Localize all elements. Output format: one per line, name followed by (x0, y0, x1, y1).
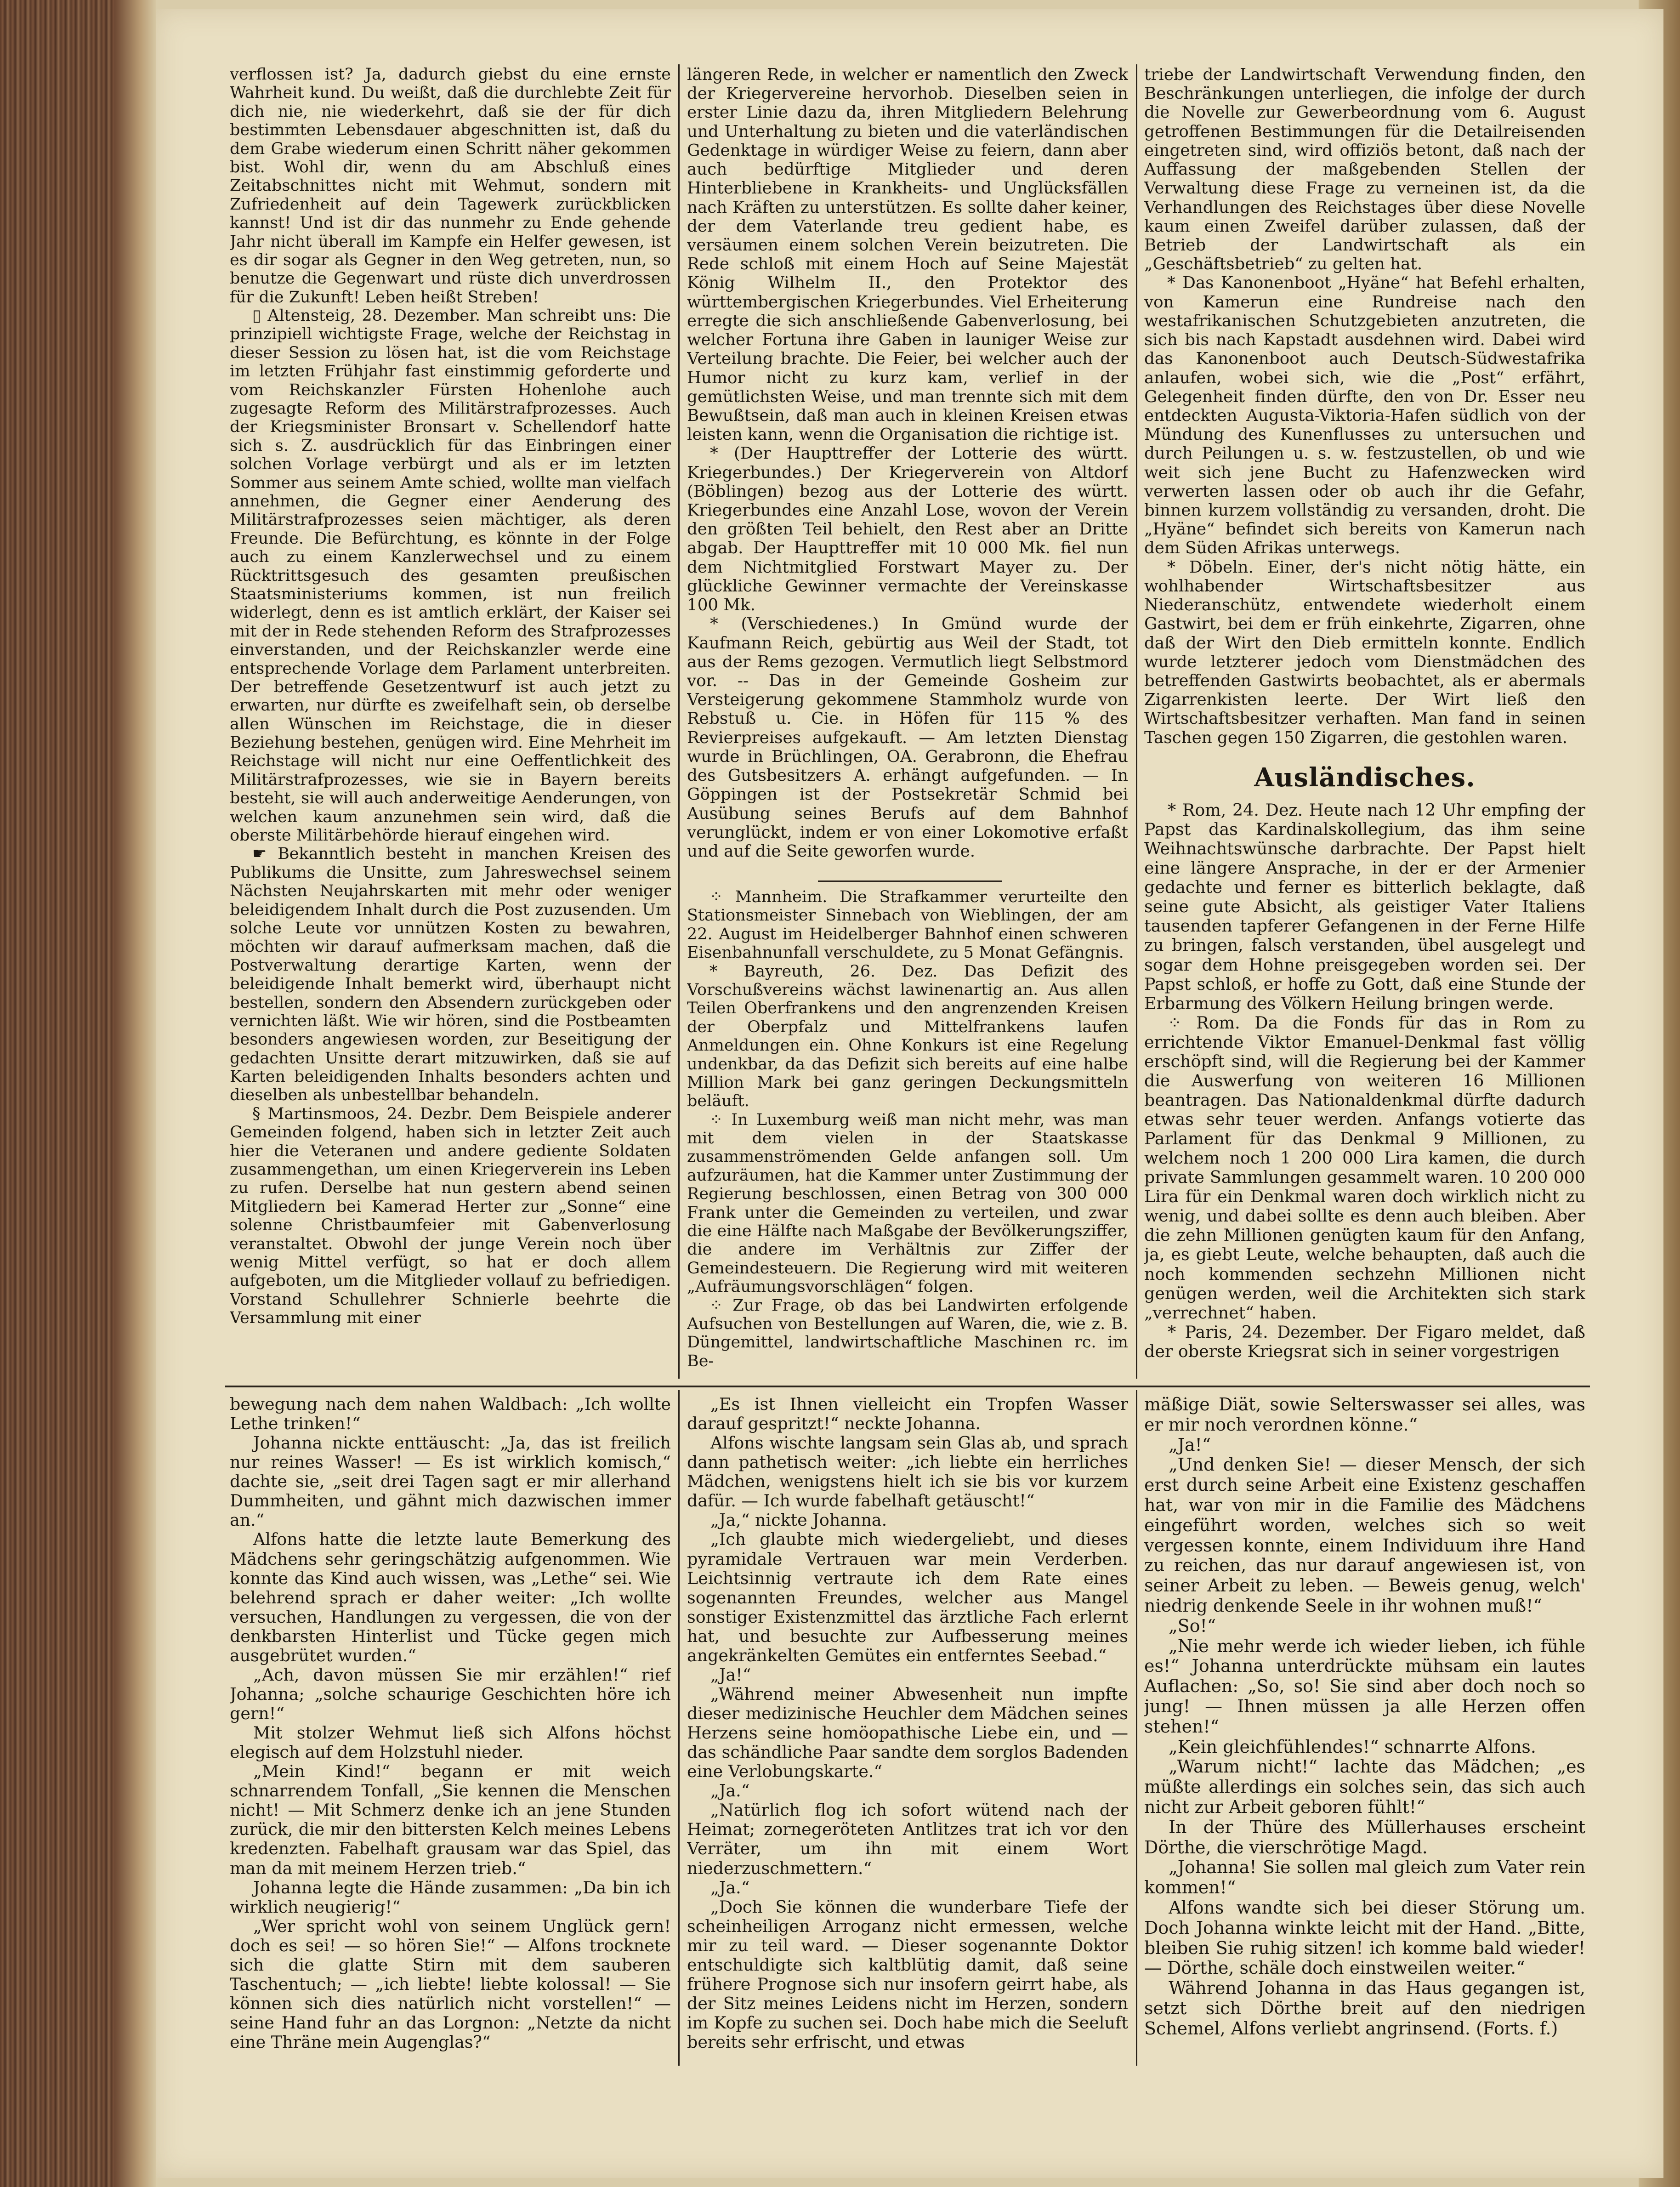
feuilleton-column-3 (1144, 1395, 1585, 2061)
story-paragraph: „Ja!“ (710, 1664, 751, 1685)
story-paragraph: Alfons wischte langsam sein Glas ab, und sprach dann pathetisch weiter: „ich liebte ein herrliches Mädchen, wenigstens hielt ich sie bis vor kurzem dafür. — Ich wurde fabelhaft getäuscht!“ (687, 1433, 1128, 1511)
story-paragraph: Während Johanna in das Haus gegangen ist, setzt sich Dörthe breit auf den niedrigen Schemel, Alfons verliebt angrinsend. (Forts. f.) (1144, 1978, 1585, 2039)
story-paragraph: In der Thüre des Müllerhauses erscheint Dörthe, die vierschrötige Magd. (1144, 1817, 1585, 1858)
story-paragraph: „Ja.“ (710, 1781, 750, 1801)
article-paragraph: längeren Rede, in welcher er namentlich den Zweck der Kriegervereine hervorhob. Dieselben seien in erster Linie dazu da, ihren Mitgliedern Belehrung und Unterhaltung zu bieten und die vaterländischen Gedenktage in würdiger Weise zu feiern, dann aber auch bedürftige Mitglieder und deren Hinterbliebene in Krankheits- und Unglücksfällen nach Kräften zu unterstützen. Es sollte daher keiner, der dem Vaterlande treu gedient habe, es versäumen einem solchen Verein beizutreten. Die Rede schloß mit einem Hoch auf Seine Majestät König Wilhelm II., den Protektor des württembergischen Kriegerbundes. Viel Erheiterung erregte die sich anschließende Gabenverlosung, bei welcher Fortuna ihre Gaben in launiger Weise zur Verteilung brachte. Die Feier, bei welcher auch der Humor nicht zu kurz kam, verlief in der gemütlichsten Weise, und man trennte sich mit dem Bewußtsein, daß man auch in kleinen Kreisen etwas leisten kann, wenn die Organisation die richtige ist. (687, 65, 1128, 444)
article-paragraph: verflossen ist? Ja, dadurch giebst du eine ernste Wahrheit kund. Du weißt, daß die durchlebte Zeit für dich nie, nie wiederkehrt, daß sie der für dich bestimmten Lebensdauer abgeschnitten ist, daß du dem Grabe wiederum einen Schritt näher gekommen bist. Wohl dir, wenn du am Abschluß eines Zeitabschnittes nicht mit Wehmut, sondern mit Zufriedenheit auf dein Tagewerk zurückblicken kannst! Und ist dir das nunmehr zu Ende gehende Jahr nicht überall im Kampfe ein Helfer gewesen, ist es dir sogar als Gegner in den Weg getreten, nun, so benutze die Gegenwart und rüste dich unverdrossen für die Zukunft! Leben heißt Streben! (230, 65, 671, 307)
feuilleton-divider (225, 1386, 1590, 1387)
story-paragraph: „Ja!“ (1169, 1434, 1211, 1455)
story-paragraph: „Während meiner Abwesenheit nun impfte dieser medizinische Heuchler dem Mädchen seines Herzens seine homöopathische Liebe ein, und — das schändliche Paar sandte dem sorglos Badenden eine Verlobungskarte.“ (687, 1684, 1128, 1782)
story-paragraph: „Kein gleichfühlendes!“ schnarrte Alfons. (1169, 1736, 1536, 1757)
story-paragraph: „Wer spricht wohl von seinem Unglück gern! doch es sei! — so hören Sie!“ — Alfons trocknete sich die glatte Stirn mit dem sauberen Taschentuch; — „ich liebte! liebte kolossal! — Sie können sich dies natürlich nicht vorstellen!“ — seine Hand fuhr an das Lorgnon: „Netzte da nicht eine Thräne mein Augenglas?“ (230, 1916, 671, 2052)
story-paragraph: „Ich glaubte mich wiedergeliebt, und dieses pyramidale Vertrauen war mein Verderben. Leichtsinnig vertraute ich dem Rate eines sogenannten Freundes, welcher aus Mangel sonstiger Existenzmittel das ärztliche Fach erlernt hat, und besuchte zur Aufbesserung meines angekränkelten Gemütes ein entferntes Seebad.“ (687, 1529, 1128, 1665)
article-verschiedenes: * (Verschiedenes.) In Gmünd wurde der Kaufmann Reich, gebürtig aus Weil der Stadt, tot aus der Rems gezogen. Vermutlich liegt Selbstmord vor. -- Das in der Gemeinde Gosheim zur Versteigerung gekommene Stammholz wurde von Rebstuß u. Cie. in Höfen für 115 % des Revierpreises aufgekauft. — Am letzten Dienstag wurde in Brüchlingen, OA. Gerabronn, die Ehefrau des Gutsbesitzers A. erhängt aufgefunden. — In Göppingen ist der Postsekretär Schmid bei Ausübung seines Berufs auf dem Bahnhof verunglückt, indem er von einer Lokomotive erfaßt und auf die Seite geworfen wurde. (687, 614, 1128, 861)
story-paragraph: „Natürlich flog ich sofort wütend nach der Heimat; zornegeröteten Antlitzes trat ich vor den Verräter, um ihn mit einem Wort niederzuschmettern.“ (687, 1800, 1128, 1878)
top-column-2 (687, 65, 1128, 874)
story-paragraph: „Und denken Sie! — dieser Mensch, der sich erst durch seine Arbeit eine Existenz geschaffen hat, war von mir in die Familie des Mädchens eingeführt worden, welches sich so weit vergessen konnte, einem Individuum ihre Hand zu reichen, das nur darauf angewiesen ist, von seiner Arbeit zu leben. — Beweis genug, welch' niedrig denkende Seele in ihr wohnen muß!“ (1144, 1454, 1585, 1616)
section-heading-block (1144, 758, 1585, 800)
article-lotterie: * (Der Haupttreffer der Lotterie des württ. Kriegerbundes.) Der Kriegerverein von Altdorf (Böblingen) bezog aus der Lotterie des württ. Kriegerbundes eine Anzahl Lose, wovon der Verein den größten Teil behielt, den Rest aber an Dritte abgab. Der Haupttreffer mit 10 000 Mk. fiel nun dem Nichtmitglied Forstwart Mayer zu. Der glückliche Gewinner vermachte der Vereinskasse 100 Mk. (687, 444, 1128, 615)
article-doebeln: * Döbeln. Einer, der's nicht nötig hätte, ein wohlhabender Wirtschaftsbesitzer aus Niederanschütz, entwendete wiederholt einem Gastwirt, bei dem er früh einkehrte, Zigarren, ohne daß der Wirt den Dieb ermitteln konnte. Endlich wurde letzterer jedoch vom Dienstmädchen des betreffenden Gastwirts beobachtet, als er abermals Zigarrenkisten leerte. Der Wirt ließ den Wirtschaftsbesitzer verhaften. Man fand in seinen Taschen gegen 150 Zigarren, die gestohlen waren. (1144, 557, 1585, 747)
story-paragraph: Alfons hatte die letzte laute Bemerkung des Mädchens sehr geringschätzig aufgenommen. Wie konnte das Kind auch wissen, was „Lethe“ sei. Wie belehrend sprach er daher weiter: „Ich wollte versuchen, Handlungen zu vergessen, die von der denkbarsten Hinterlist und Tücke gegen mich ausgebrütet wurden.“ (230, 1529, 671, 1665)
section-heading-auslaendisches: Ausländisches. (1254, 762, 1476, 793)
article-luxemburg: ⁘ In Luxemburg weiß man nicht mehr, was man mit dem vielen in der Staatskasse zusammenströmenden Gelde anfangen soll. Um aufzuräumen, hat die Kammer unter Zustimmung der Regierung beschlossen, einen Betrag von 300 000 Frank unter die Gemeinden zu verteilen, und zwar die eine Hälfte nach Maßgabe der Bevölkerungsziffer, die andere im Verhältnis zur Ziffer der Gemeindesteuern. Die Regierung wird mit weiteren „Aufräumungsvorschlägen“ folgen. (687, 1110, 1128, 1296)
top-column-2-lower (687, 888, 1128, 1380)
story-paragraph: Mit stolzer Wehmut ließ sich Alfons höchst elegisch auf dem Holzstuhl nieder. (230, 1723, 671, 1762)
section-rule (818, 880, 1002, 882)
story-paragraph: „Ja.“ (710, 1877, 750, 1897)
column-rule (678, 1390, 680, 2066)
story-paragraph: „Es ist Ihnen vielleicht ein Tropfen Wasser darauf gespritzt!“ neckte Johanna. (687, 1395, 1128, 1434)
article-paris: * Paris, 24. Dezember. Der Figaro meldet, daß der oberste Kriegsrat sich in seiner vorgestrigen (1144, 1322, 1585, 1361)
feuilleton-column-2 (687, 1395, 1128, 2061)
top-column-3-lower (1144, 801, 1585, 1380)
article-neujahrskarten: ☛ Bekanntlich besteht in manchen Kreisen des Publikums die Unsitte, zum Jahreswechsel seinem Nächsten Neujahrskarten mit mehr oder weniger beleidigendem Inhalt durch die Post zuzusenden. Um solche Leute vor unnützen Kosten zu bewahren, möchten wir darauf aufmerksam machen, daß die Postverwaltung derartige Karten, wenn der beleidigende Inhalt bemerkt wird, überhaupt nicht bestellen, sondern den Absendern zurückgeben oder vernichten läßt. Wie wir hören, sind die Postbeamten besonders angewiesen worden, zur Beseitigung der gedachten Unsitte derart mitzuwirken, daß sie auf Karten beleidigenden Inhalts besonders achten und dieselben als unbestellbar behandeln. (230, 845, 671, 1105)
article-rom-papst: * Rom, 24. Dez. Heute nach 12 Uhr empfing der Papst das Kardinalskollegium, das ihm seine Weihnachtswünsche darbrachte. Der Papst hielt eine längere Ansprache, in der er der Armenier gedachte und ferner es bitterlich beklagte, daß seine gute Absicht, als geistiger Vater Italiens tausenden tapferer Gefangenen in der Ferne Hilfe zu bringen, falsch verstanden, übel ausgelegt und sogar dem Hohne preisgegeben worden sei. Der Papst schloß, er hoffe zu Gott, daß eine Stunde der Erbarmung des Völkern Heilung bringen werde. (1144, 801, 1585, 1013)
story-paragraph: „Warum nicht!“ lachte das Mädchen; „es müßte allerdings ein solches sein, das sich auch nicht zur Arbeit geboren fühlt!“ (1144, 1756, 1585, 1817)
top-column-1 (230, 65, 671, 1375)
story-paragraph: Alfons wandte sich bei dieser Störung um. Doch Johanna winkte leicht mit der Hand. „Bitte, bleiben Sie ruhig sitzen! ich komme bald wieder! — Dörthe, schäle doch einstweilen weiter.“ (1144, 1897, 1585, 1978)
article-paragraph: triebe der Landwirtschaft Verwendung finden, den Beschränkungen unterliegen, die infolge der durch die Novelle zur Gewerbeordnung vom 6. August getroffenen Bestimmungen für die Detailreisenden eingetreten sind, wird offiziös betont, daß nach der Auffassung der maßgebenden Stellen der Verwaltung diese Frage zu verneinen ist, da die Verhandlungen des Reichstages über diese Novelle kaum einen Zweifel darüber zulassen, daß der Betrieb der Landwirtschaft als ein „Geschäftsbetrieb“ zu gelten hat. (1144, 65, 1585, 274)
story-paragraph: „Mein Kind!“ begann er mit weich schnarrendem Tonfall, „Sie kennen die Menschen nicht! — Mit Schmerz denke ich an jene Stunden zurück, die mir den bittersten Kelch meines Lebens kredenzten. Fabelhaft grausam war das Spiel, das man da mit meinem Herzen trieb.“ (230, 1761, 671, 1878)
story-paragraph: Johanna legte die Hände zusammen: „Da bin ich wirklich neugierig!“ (230, 1877, 671, 1917)
story-paragraph: „Ach, davon müssen Sie mir erzählen!“ rief Johanna; „solche schaurige Geschichten höre ich gern!“ (230, 1664, 671, 1723)
story-paragraph: „Ja,“ nickte Johanna. (710, 1510, 887, 1530)
column-rule (678, 64, 680, 1379)
article-mannheim: ⁘ Mannheim. Die Strafkammer verurteilte den Stationsmeister Sinnebach von Wieblingen, der am 22. August im Heidelberger Bahnhof einen schweren Eisenbahnunfall verschuldete, zu 5 Monat Gefängnis. (687, 888, 1128, 962)
story-paragraph: „Nie mehr werde ich wieder lieben, ich fühle es!“ Johanna unterdrückte mühsam ein lautes Auflachen: „So, so! Sie sind aber doch noch so jung! — Ihnen müssen ja alle Herzen offen stehen!“ (1144, 1636, 1585, 1737)
story-paragraph: bewegung nach dem nahen Waldbach: „Ich wollte Lethe trinken!“ (230, 1395, 671, 1434)
story-paragraph: „So!“ (1169, 1615, 1216, 1636)
top-column-3 (1144, 65, 1585, 755)
article-altensteig: ▯ Altensteig, 28. Dezember. Man schreibt uns: Die prinzipiell wichtigste Frage, welche der Reichstag in dieser Session zu lösen hat, ist die vom Reichstage im letzten Frühjahr fast einstimmig geforderte und vom Reichskanzler Fürsten Hohenlohe auch zugesagte Reform des Militärstrafprozesses. Auch der Kriegsminister Bronsart v. Schellendorf hatte sich s. Z. ausdrücklich für das Einbringen einer solchen Vorlage verbürgt und als er im letzten Sommer aus seinem Amte schied, wollte man vielfach annehmen, die Gegner einer Aenderung des Militärstrafprozesses seien mächtiger, als deren Freunde. Die Befürchtung, es könnte in der Folge auch zu einem Kanzlerwechsel und zu einem Rücktrittsgesuch des gesamten preußischen Staatsministeriums kommen, ist nun freilich widerlegt, denn es ist amtlich erklärt, der Kaiser sei mit der in Rede stehenden Reform des Strafprozesses einverstanden, und der Reichskanzler werde eine entsprechende Vorlage dem Parlament unterbreiten. Der betreffende Gesetzentwurf ist auch jetzt zu erwarten, nur dürfte es zweifelhaft sein, ob derselbe allen Wünschen im Reichstage, die in dieser Beziehung bestehen, genügen wird. Eine Mehrheit im Reichstage will nicht nur eine Oeffentlichkeit des Militärstrafprozesses, wie sie in Bayern bereits besteht, sie will auch anderweitige Aenderungen, von welchen kaum anzunehmen sein wird, daß die oberste Militärbehörde hierauf eingehen wird. (230, 307, 671, 845)
story-paragraph: Johanna nickte enttäuscht: „Ja, das ist freilich nur reines Wasser! — Es ist wirklich komisch,“ dachte sie, „seit drei Tagen sagt er mir allerhand Dummheiten, und gähnt mich dazwischen immer an.“ (230, 1433, 671, 1530)
feuilleton-column-1 (230, 1395, 671, 2061)
article-landwirte: ⁘ Zur Frage, ob das bei Landwirten erfolgende Aufsuchen von Bestellungen auf Waren, die, wie z. B. Düngemittel, landwirtschaftliche Maschinen rc. im Be- (687, 1296, 1128, 1370)
article-bayreuth: * Bayreuth, 26. Dez. Das Defizit des Vorschußvereins wächst lawinenartig an. Aus allen Teilen Oberfrankens und den angrenzenden Kreisen der Oberpfalz und Mittelfrankens laufen Anmeldungen ein. Ohne Konkurs ist eine Regelung undenkbar, da das Defizit sich bereits auf eine halbe Million Mark bei ganz geringen Deckungsmitteln beläuft. (687, 962, 1128, 1111)
story-paragraph: mäßige Diät, sowie Selterswasser sei alles, was er mir noch verordnen könne.“ (1144, 1395, 1585, 1435)
binding-gutter (115, 0, 156, 2187)
article-hyaene: * Das Kanonenboot „Hyäne“ hat Befehl erhalten, von Kamerun eine Rundreise nach den westafrikanischen Schutzgebieten anzutreten, die sich bis nach Kapstadt ausdehnen wird. Dabei wird das Kanonenboot auch Deutsch-Südwestafrika anlaufen, wobei sich, wie die „Post“ erfährt, Gelegenheit finden dürfte, den von Dr. Esser neu entdeckten Augusta-Viktoria-Hafen südlich von der Mündung des Kunenflusses zu untersuchen und durch Peilungen u. s. w. festzustellen, ob und wie weit sich jene Bucht zu Hafenzwecken wird verwerten lassen oder ob auch ihr die Gefahr, binnen kurzem vollständig zu versanden, droht. Die „Hyäne“ befindet sich bereits von Kamerun nach dem Süden Afrikas unterwegs. (1144, 273, 1585, 558)
newspaper-page (156, 9, 1663, 2178)
story-paragraph: „Doch Sie können die wunderbare Tiefe der scheinheiligen Arroganz nicht ermessen, welche mir zu teil ward. — Dieser sogenannte Doktor entschuldigte sich kaltblütig damit, daß seine frühere Prognose sich nur insofern geirrt habe, als der Sitz meines Leidens nicht im Herzen, sondern im Kopfe zu suchen sei. Doch habe mich die Seeluft bereits sehr erfrischt, und etwas (687, 1897, 1128, 2052)
story-paragraph: „Johanna! Sie sollen mal gleich zum Vater rein kommen!“ (1144, 1857, 1585, 1898)
article-rom-denkmal: ⁘ Rom. Da die Fonds für das in Rom zu errichtende Viktor Emanuel-Denkmal fast völlig erschöpft sind, will die Regierung bei der Kammer die Auswerfung von weiteren 16 Millionen beantragen. Das Nationaldenkmal dürfte dadurch etwas sehr teuer werden. Anfangs votierte das Parlament für das Denkmal 9 Millionen, zu welchem noch 1 200 000 Lira kamen, die durch private Sammlungen gesammelt waren. 10 200 000 Lira für ein Denkmal waren doch wirklich nicht zu wenig, und dabei sollte es denn auch bleiben. Aber die zehn Millionen genügten kaum für den Anfang, ja, es giebt Leute, welche behaupten, daß auch die noch kommenden sechzehn Millionen nicht genügen werden, weil die Architekten sich stark „verrechnet“ haben. (1144, 1012, 1585, 1323)
column-rule (1136, 64, 1137, 1379)
article-martinsmoos: § Martinsmoos, 24. Dezbr. Dem Beispiele anderer Gemeinden folgend, haben sich in letzter Zeit auch hier die Veteranen und andere gediente Soldaten zusammengethan, um einen Kriegerverein ins Leben zu rufen. Derselbe hat nun gestern abend seinen Mitgliedern bei Kamerad Herter zur „Sonne“ eine solenne Christbaumfeier mit Gabenverlosung veranstaltet. Obwohl der junge Verein noch über wenig Mittel verfügt, so hat er doch allem aufgeboten, um die Mitglieder vollauf zu befriedigen. Vorstand Schullehrer Schnierle beehrte die Versammlung mit einer (230, 1104, 671, 1328)
column-rule (1136, 1390, 1137, 2066)
